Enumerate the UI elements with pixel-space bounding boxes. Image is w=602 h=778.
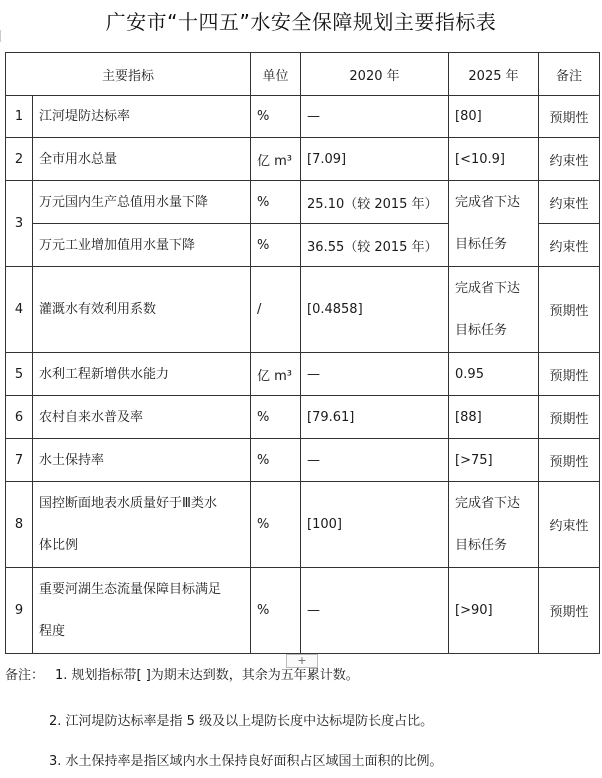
- note-1: 1. 规划指标带[ ]为期末达到数，其余为五年累计数。: [55, 668, 359, 683]
- unit-cell: /: [251, 267, 301, 353]
- row-number: 3: [6, 181, 33, 267]
- value-2025: [449, 181, 539, 267]
- remark-cell: 预期性: [539, 267, 600, 353]
- row-number: 6: [6, 396, 33, 439]
- value-2025: [88]: [449, 396, 539, 439]
- unit-cell: %: [251, 181, 301, 224]
- unit-cell: %: [251, 224, 301, 267]
- value-2025: 0.95: [449, 353, 539, 396]
- row-number: 4: [6, 267, 33, 353]
- add-row-plus-icon[interactable]: +: [286, 654, 318, 668]
- header-2025: 2025 年: [449, 53, 539, 96]
- row-number: 8: [6, 482, 33, 568]
- table-row: [6, 396, 600, 439]
- value-2020: 36.55（较 2015 年）: [301, 224, 449, 267]
- note-2: 2. 江河堤防达标率是指 5 级及以上堤防长度中达标堤防长度占比。: [49, 714, 434, 729]
- remark-cell: 预期性: [539, 396, 600, 439]
- value-2020: [100]: [301, 482, 449, 568]
- indicator-name: 灌溉水有效利用系数: [33, 267, 251, 353]
- unit-cell: %: [251, 96, 301, 138]
- table-row: [6, 138, 600, 181]
- value-2025: [80]: [449, 96, 539, 138]
- row-number: 7: [6, 439, 33, 482]
- table-row: [6, 181, 600, 224]
- indicator-name: 水利工程新增供水能力: [33, 353, 251, 396]
- remark-cell: 约束性: [539, 482, 600, 568]
- value-2025: [449, 482, 539, 568]
- table-row: [6, 482, 600, 568]
- indicator-name-line1: 国控断面地表水质量好于Ⅲ类水: [39, 496, 217, 511]
- note-3: 3. 水土保持率是指区域内水土保持良好面积占区域国土面积的比例。: [49, 754, 443, 769]
- row-number: 9: [6, 568, 33, 654]
- unit-cell: %: [251, 396, 301, 439]
- indicator-name-line2: 程度: [39, 624, 66, 639]
- value-2025-line1: 完成省下达: [455, 281, 521, 296]
- value-2020: [0.4858]: [301, 267, 449, 353]
- indicator-table: [5, 52, 600, 654]
- table-row: [6, 568, 600, 654]
- value-2025-line1: 完成省下达: [455, 496, 521, 511]
- value-2020: —: [301, 439, 449, 482]
- value-2025: [449, 267, 539, 353]
- value-2020: —: [301, 96, 449, 138]
- indicator-name: 农村自来水普及率: [33, 396, 251, 439]
- remark-cell: 约束性: [539, 138, 600, 181]
- indicator-name: [33, 482, 251, 568]
- row-number: 1: [6, 96, 33, 138]
- value-2020: 25.10（较 2015 年）: [301, 181, 449, 224]
- remark-cell: 预期性: [539, 568, 600, 654]
- indicator-name: 全市用水总量: [33, 138, 251, 181]
- notes-label: 备注：: [5, 668, 45, 683]
- unit-cell: %: [251, 439, 301, 482]
- value-2025: [>90]: [449, 568, 539, 654]
- remark-cell: 预期性: [539, 353, 600, 396]
- table-row: [6, 353, 600, 396]
- indicator-name: 万元工业增加值用水量下降: [33, 224, 251, 267]
- value-2025: [<10.9]: [449, 138, 539, 181]
- unit-cell: %: [251, 482, 301, 568]
- header-2020: 2020 年: [301, 53, 449, 96]
- unit-cell: 亿 m³: [251, 353, 301, 396]
- header-remark: 备注: [539, 53, 600, 96]
- value-2020: —: [301, 568, 449, 654]
- indicator-name: 水土保持率: [33, 439, 251, 482]
- indicator-name-line2: 体比例: [39, 538, 79, 553]
- header-indicator: 主要指标: [6, 53, 251, 96]
- header-row: [6, 53, 600, 96]
- indicator-name-line1: 重要河湖生态流量保障目标满足: [39, 582, 222, 597]
- value-2020: —: [301, 353, 449, 396]
- table-row: [6, 96, 600, 138]
- remark-cell: 约束性: [539, 181, 600, 224]
- value-2025-line2: 目标任务: [455, 323, 508, 338]
- indicator-name: 江河堤防达标率: [33, 96, 251, 138]
- remark-cell: 预期性: [539, 439, 600, 482]
- row-number: 5: [6, 353, 33, 396]
- remark-cell: 约束性: [539, 224, 600, 267]
- value-2025: [>75]: [449, 439, 539, 482]
- unit-cell: %: [251, 568, 301, 654]
- value-2025-line1: 完成省下达: [455, 195, 521, 210]
- value-2020: [7.09]: [301, 138, 449, 181]
- table-row: [6, 439, 600, 482]
- row-number: 2: [6, 138, 33, 181]
- value-2020: [79.61]: [301, 396, 449, 439]
- unit-cell: 亿 m³: [251, 138, 301, 181]
- indicator-name: [33, 568, 251, 654]
- value-2025-line2: 目标任务: [455, 538, 508, 553]
- header-unit: 单位: [251, 53, 301, 96]
- page-title: 广安市“十四五”水安全保障规划主要指标表: [105, 10, 497, 34]
- value-2025-line2: 目标任务: [455, 237, 508, 252]
- indicator-name: 万元国内生产总值用水量下降: [33, 181, 251, 224]
- remark-cell: 预期性: [539, 96, 600, 138]
- table-row: [6, 267, 600, 353]
